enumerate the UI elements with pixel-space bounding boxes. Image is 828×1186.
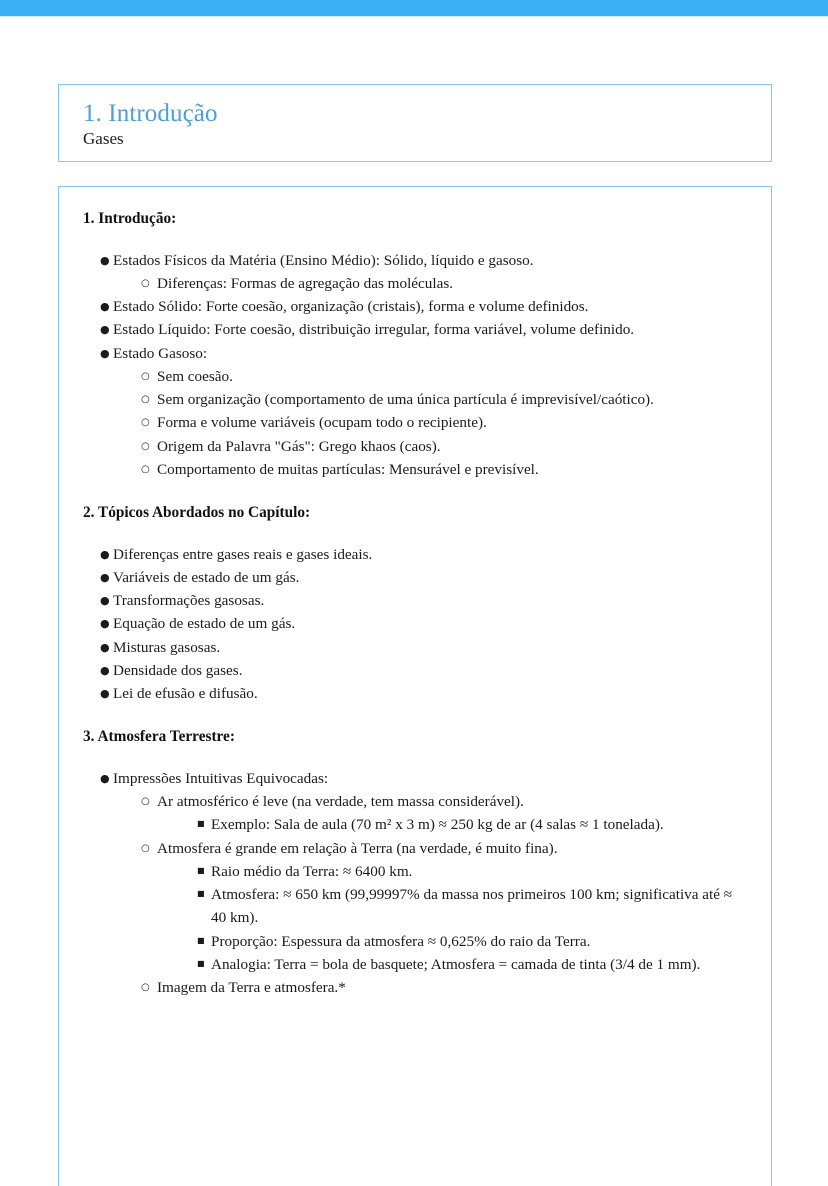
list-item bbox=[129, 411, 745, 434]
section-spacer bbox=[83, 481, 745, 503]
list-item bbox=[83, 659, 745, 682]
bullet-circle-icon: ○ bbox=[141, 463, 150, 475]
page-subtitle: Gases bbox=[83, 129, 124, 149]
list-item bbox=[83, 318, 745, 341]
content-card-inner bbox=[59, 187, 771, 999]
content-section bbox=[83, 481, 745, 705]
bullet-disc-icon: ● bbox=[100, 687, 110, 700]
top-accent-underline bbox=[0, 16, 828, 17]
list-item-text: Transformações gasosas. bbox=[113, 592, 265, 610]
list-item bbox=[83, 295, 745, 318]
bullet-list-level-3 bbox=[157, 813, 745, 836]
bullet-circle-icon: ○ bbox=[141, 370, 150, 382]
bullet-disc-icon: ● bbox=[100, 547, 110, 561]
list-item bbox=[129, 790, 745, 836]
bullet-disc-icon: ● bbox=[100, 346, 110, 360]
list-item-text: Proporção: Espessura da atmosfera ≈ 0,625% do raio da Terra. bbox=[211, 932, 591, 950]
list-item bbox=[185, 953, 745, 976]
list-item-text: Estados Físicos da Matéria (Ensino Médio): Sólido, líquido e gasoso. bbox=[113, 251, 534, 269]
list-item bbox=[83, 543, 745, 566]
title-card-inner bbox=[59, 85, 771, 149]
list-item-text: Exemplo: Sala de aula (70 m² x 3 m) ≈ 250 kg de ar (4 salas ≈ 1 tonelada). bbox=[211, 816, 664, 834]
section-heading: 2. Tópicos Abordados no Capítulo: bbox=[83, 503, 311, 521]
list-item bbox=[83, 682, 745, 705]
bullet-disc-icon: ● bbox=[100, 640, 110, 654]
heading-spacer bbox=[83, 229, 745, 249]
heading-spacer bbox=[83, 523, 745, 543]
list-item bbox=[129, 388, 745, 411]
list-item-text: Estado Gasoso: bbox=[113, 344, 208, 362]
list-item-text: Comportamento de muitas partículas: Mensurável e previsível. bbox=[157, 460, 539, 478]
list-item-text: Estado Sólido: Forte coesão, organização (cristais), forma e volume definidos. bbox=[113, 298, 589, 316]
list-item bbox=[129, 837, 745, 976]
bullet-list-level-2 bbox=[113, 790, 745, 999]
list-item bbox=[83, 612, 745, 635]
bullet-square-icon: ■ bbox=[197, 819, 205, 829]
list-item-text: Variáveis de estado de um gás. bbox=[113, 568, 300, 586]
bullet-disc-icon: ● bbox=[100, 772, 110, 786]
bullet-disc-icon: ● bbox=[100, 617, 110, 631]
content-card bbox=[58, 186, 772, 1186]
list-item bbox=[129, 272, 745, 295]
list-item bbox=[83, 249, 745, 295]
list-item-text: Atmosfera: ≈ 650 km (99,99997% da massa nos primeiros 100 km; significativa até ≈ 40 km). bbox=[211, 886, 733, 927]
list-item bbox=[129, 365, 745, 388]
list-item-text: Imagem da Terra e atmosfera.* bbox=[157, 978, 346, 996]
list-item-text: Raio médio da Terra: ≈ 6400 km. bbox=[211, 862, 413, 880]
list-item-text: Impressões Intuitivas Equivocadas: bbox=[113, 770, 329, 788]
list-item bbox=[185, 930, 745, 953]
list-item-text: Diferenças entre gases reais e gases ideais. bbox=[113, 545, 373, 563]
list-item bbox=[83, 566, 745, 589]
list-item bbox=[185, 860, 745, 883]
bullet-circle-icon: ○ bbox=[141, 394, 150, 406]
bullet-disc-icon: ● bbox=[100, 570, 110, 584]
list-item-text: Misturas gasosas. bbox=[113, 638, 221, 656]
list-item bbox=[83, 589, 745, 612]
bullet-square-icon: ■ bbox=[197, 889, 205, 899]
bullet-circle-icon: ○ bbox=[141, 842, 150, 854]
bullet-list-level-1 bbox=[83, 249, 745, 481]
list-item-text: Ar atmosférico é leve (na verdade, tem massa considerável). bbox=[157, 793, 524, 811]
content-section bbox=[83, 705, 745, 999]
bullet-disc-icon: ● bbox=[100, 253, 110, 267]
list-item-text: Forma e volume variáveis (ocupam todo o recipiente). bbox=[157, 414, 487, 432]
list-item-text: Lei de efusão e difusão. bbox=[113, 685, 258, 702]
section-heading: 3. Atmosfera Terrestre: bbox=[83, 728, 235, 746]
bullet-disc-icon: ● bbox=[100, 663, 110, 677]
page-title: 1. Introdução bbox=[83, 100, 218, 127]
bullet-square-icon: ■ bbox=[197, 935, 205, 945]
list-item bbox=[83, 767, 745, 999]
bullet-list-level-2 bbox=[113, 272, 745, 295]
list-item bbox=[185, 813, 745, 836]
list-item-text: Atmosfera é grande em relação à Terra (na verdade, é muito fina). bbox=[157, 839, 558, 857]
bullet-square-icon: ■ bbox=[197, 865, 205, 875]
list-item-text: Equação de estado de um gás. bbox=[113, 615, 296, 633]
content-section bbox=[83, 209, 745, 481]
list-item-text: Origem da Palavra "Gás": Grego khaos (caos). bbox=[157, 437, 441, 455]
list-item-text: Diferenças: Formas de agregação das moléculas. bbox=[157, 275, 454, 293]
list-item-text: Analogia: Terra = bola de basquete; Atmosfera = camada de tinta (3/4 de 1 mm). bbox=[211, 955, 701, 973]
bullet-circle-icon: ○ bbox=[141, 440, 150, 452]
top-accent-bar bbox=[0, 0, 828, 16]
bullet-circle-icon: ○ bbox=[141, 278, 150, 290]
bullet-list-level-3 bbox=[157, 860, 745, 976]
bullet-circle-icon: ○ bbox=[141, 417, 150, 429]
bullet-list-level-1 bbox=[83, 767, 745, 999]
list-item bbox=[83, 342, 745, 481]
list-item-text: Sem coesão. bbox=[157, 367, 233, 385]
section-heading: 1. Introdução: bbox=[83, 210, 177, 227]
bullet-circle-icon: ○ bbox=[141, 981, 150, 993]
bullet-disc-icon: ● bbox=[100, 323, 110, 337]
list-item-text: Densidade dos gases. bbox=[113, 661, 243, 679]
bullet-disc-icon: ● bbox=[100, 300, 110, 314]
list-item bbox=[129, 458, 745, 481]
bullet-circle-icon: ○ bbox=[141, 796, 150, 808]
list-item-text: Estado Líquido: Forte coesão, distribuição irregular, forma variável, volume definido. bbox=[113, 321, 635, 339]
list-item bbox=[185, 883, 745, 929]
bullet-list-level-1 bbox=[83, 543, 745, 705]
list-item-text: Sem organização (comportamento de uma única partícula é imprevisível/caótico). bbox=[157, 391, 654, 409]
list-item bbox=[129, 435, 745, 458]
list-item bbox=[83, 636, 745, 659]
section-spacer bbox=[83, 705, 745, 727]
bullet-square-icon: ■ bbox=[197, 958, 205, 968]
title-card bbox=[58, 84, 772, 162]
list-item bbox=[129, 976, 745, 999]
heading-spacer bbox=[83, 747, 745, 767]
bullet-list-level-2 bbox=[113, 365, 745, 481]
bullet-disc-icon: ● bbox=[100, 594, 110, 608]
